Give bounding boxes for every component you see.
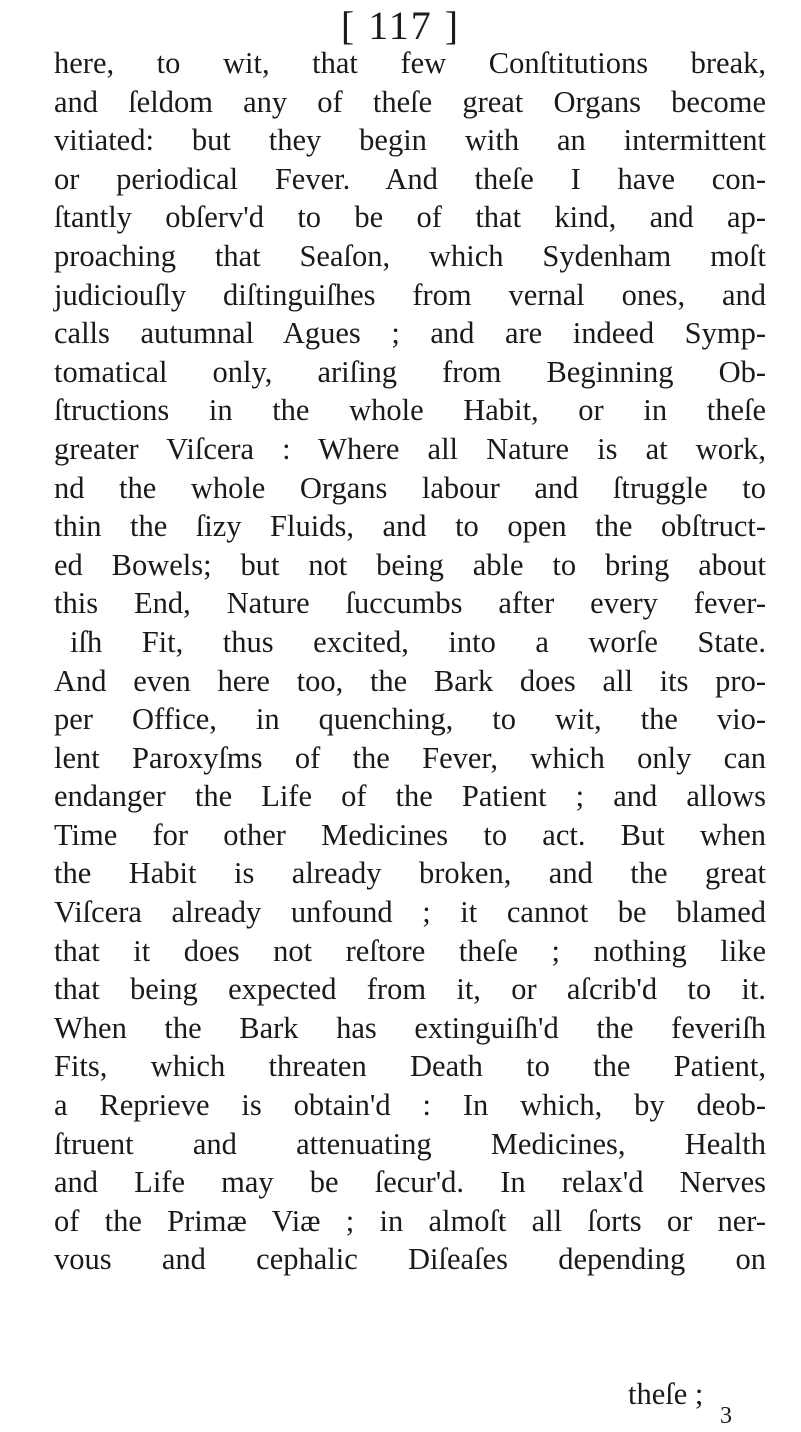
text-line: per Office, in quenching, to wit, the vio- bbox=[54, 702, 766, 737]
text-line: a Reprieve is obtain'd : In which, by deob- bbox=[54, 1088, 766, 1123]
text-line: Fits, which threaten Death to the Patient, bbox=[54, 1049, 766, 1084]
text-line: lent Paroxyſms of the Fever, which only can bbox=[54, 740, 766, 775]
text-line: vous and cephalic Diſeaſes depending on bbox=[54, 1242, 766, 1277]
text-line: ſtructions in the whole Habit, or in theſe bbox=[54, 393, 766, 428]
text-line: that it does not reſtore theſe ; nothing like bbox=[54, 933, 766, 968]
text-line: ſtantly obſerv'd to be of that kind, and ap- bbox=[54, 200, 766, 235]
text-line: tomatical only, ariſing from Beginning Ob- bbox=[54, 354, 766, 389]
text-line: greater Viſcera : Where all Nature is at work, bbox=[54, 431, 766, 466]
text-line: that being expected from it, or aſcrib'd to it. bbox=[54, 972, 766, 1007]
text-line: here, to wit, that few Conſtitutions break, bbox=[54, 46, 766, 80]
text-line: Time for other Medicines to act. But when bbox=[54, 817, 766, 852]
page-number: [ 117 ] bbox=[340, 3, 461, 48]
text-line: of the Primæ Viæ ; in almoſt all ſorts or ner- bbox=[54, 1203, 766, 1238]
text-line: ed Bowels; but not being able to bring about bbox=[54, 547, 766, 582]
text-line: nd the whole Organs labour and ſtruggle to bbox=[54, 470, 766, 505]
text-line: judiciouſly diſtinguiſhes from vernal ones, and bbox=[54, 277, 766, 312]
text-line: When the Bark has extinguiſh'd the feveriſh bbox=[54, 1010, 766, 1045]
text-line: or periodical Fever. And theſe I have con- bbox=[54, 161, 766, 196]
text-line: endanger the Life of the Patient ; and allows bbox=[54, 779, 766, 814]
body-text bbox=[54, 44, 766, 1279]
text-line: ſtruent and attenuating Medicines, Health bbox=[54, 1126, 766, 1161]
text-line: thin the ſizy Fluids, and to open the obſtruct- bbox=[54, 509, 766, 544]
text-line: this End, Nature ſuccumbs after every fever- bbox=[54, 586, 766, 621]
text-line: and Life may be ſecur'd. In relax'd Nerves bbox=[54, 1165, 766, 1200]
signature-mark: 3 bbox=[720, 1403, 732, 1429]
text-line: iſh Fit, thus excited, into a worſe State. bbox=[70, 624, 766, 659]
catchword: theſe ; bbox=[628, 1377, 704, 1411]
text-line: vitiated: but they begin with an intermittent bbox=[54, 123, 766, 158]
text-line: and ſeldom any of theſe great Organs become bbox=[54, 84, 766, 119]
text-line: Viſcera already unfound ; it cannot be blamed bbox=[54, 895, 766, 930]
text-line: proaching that Seaſon, which Sydenham moſt bbox=[54, 238, 766, 273]
text-line: And even here too, the Bark does all its pro- bbox=[54, 663, 766, 698]
text-line: the Habit is already broken, and the great bbox=[54, 856, 766, 891]
text-line: calls autumnal Agues ; and are indeed Symp- bbox=[54, 316, 766, 351]
